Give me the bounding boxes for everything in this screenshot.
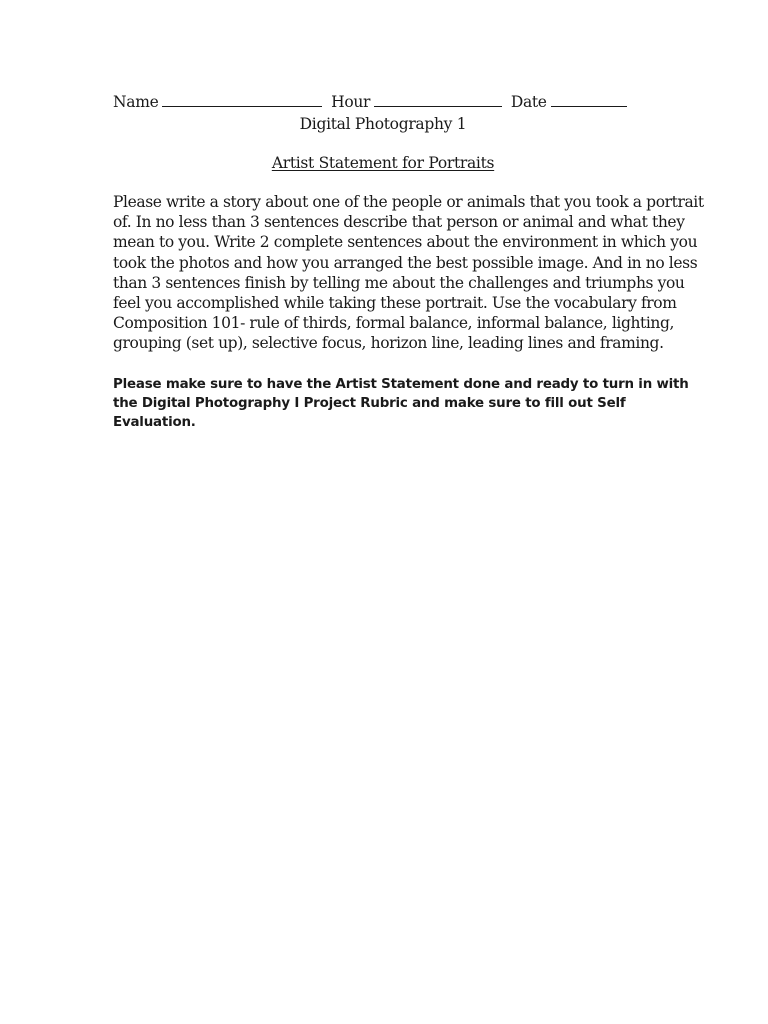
date-blank[interactable] xyxy=(551,92,627,107)
name-label: Name xyxy=(113,93,159,111)
course-title: Digital Photography 1 xyxy=(299,115,467,133)
student-info-line xyxy=(113,92,673,112)
hour-blank[interactable] xyxy=(374,92,502,107)
instructions-line: Please write a story about one of the people or animals that you took a portrait xyxy=(113,193,704,211)
instructions-line: Composition 101- rule of thirds, formal balance, informal balance, lighting, xyxy=(113,314,675,333)
instructions-line: mean to you. Write 2 complete sentences about the environment in which you xyxy=(113,233,698,252)
instructions-line: grouping (set up), selective focus, horizon line, leading lines and framing. xyxy=(113,334,664,353)
hour-label: Hour xyxy=(331,93,371,111)
note-line: the Digital Photography I Project Rubric and make sure to fill out Self xyxy=(113,396,626,411)
assignment-title-text: Artist Statement for Portraits xyxy=(271,154,495,172)
date-label: Date xyxy=(510,93,547,111)
instructions-line: of. In no less than 3 sentences describe that person or animal and what they xyxy=(113,213,685,232)
note-line: Please make sure to have the Artist Statement done and ready to turn in with xyxy=(113,377,689,392)
note-line: Evaluation. xyxy=(113,415,196,430)
instructions-line: took the photos and how you arranged the best possible image. And in no less xyxy=(113,253,698,272)
assignment-title xyxy=(113,153,653,173)
submission-note xyxy=(113,375,689,432)
instructions-paragraph xyxy=(113,192,704,354)
instructions-line: feel you accomplished while taking these portrait. Use the vocabulary from xyxy=(113,294,677,313)
instructions-line: than 3 sentences finish by telling me about the challenges and triumphs you xyxy=(113,273,685,292)
name-blank[interactable] xyxy=(162,92,322,107)
